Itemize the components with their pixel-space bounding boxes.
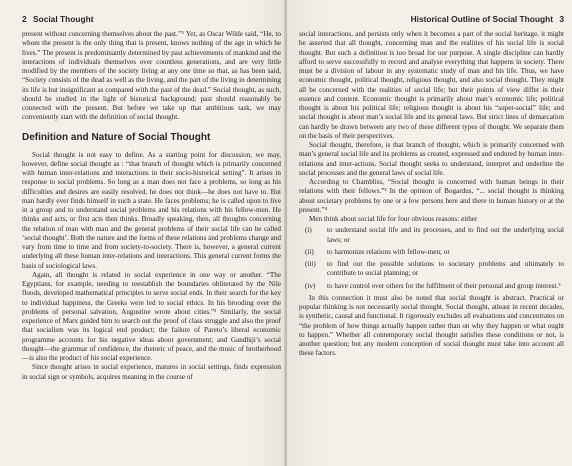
list-item xyxy=(299,248,564,257)
body-paragraph: Men think about social life for four obvious reasons: either xyxy=(309,215,478,223)
left-page-number: 2 xyxy=(22,14,27,24)
list-item-number: (iv) xyxy=(305,281,316,290)
body-paragraph: Again, all thought is related to social experience in one way or another. “The Egyptians, for example, needing to reestablish the boundaries obliterated by the Nile floods, developed mathematical principles to serve social ends. In their search for the key to individual happiness, the Greeks were led to social ethics. In his brooding over the problems of personal salvation, Augustine wrote about cities.”² Similarly, the social experience of Marx guided him to search out the proof of class struggle and also the proof that socialism was its logical end product; the failure of Pareto’s liberal economic programme accounts for his negative ideas about government; and Gandhiji’s social thought—the grammar of confidence, the rhetoric of peace, and the music of brotherhood—is also the product of his social experience. xyxy=(22,270,281,362)
left-running-head: Social Thought xyxy=(33,14,94,24)
body-paragraph: social interactions, and persists only when it becomes a part of the social heritage, it might be asserted that all thought, concerning man and the realities of his social life is social thought. But such a definition is too broad for our purpose. A single discipline can hardly afford to serve successfully to record and analyse everything that happens in society. There must be a division of labour in any systematic study of man and his life. Thus, we have economic thought, political thought, religious thought, and also social thought. They might all be concerned with the realities of social life; but their points of view differ in their essence and content. Economic thought is primarily about man’s economic life; political thought is about his political life; religious thought is about his “super-social” life; and social thought is about man’s social life and its general laws. But strict lines of demarcation can hardly be drawn between any two of these different types of thought. We separate them on the basis of their perspectives. xyxy=(299,30,564,140)
list-item-text: to have control over others for the fulfilment of their personal and group interest.⁵ xyxy=(327,281,561,290)
list-item xyxy=(299,282,564,291)
right-running-header xyxy=(299,14,564,24)
body-paragraph: According to Chambliss, “Social thought is concerned with human beings in their relations with their fellows.”³ In the opinion of Bogardus, “... social thought is thinking about societary problems by one or a few persons here and there in human history or at the present.”⁴ xyxy=(299,178,564,214)
list-item-text: to find out the possible solutions to societary problems and ultimately to contribute to social planning; or xyxy=(327,260,564,278)
list-item xyxy=(299,226,564,245)
list-item-text: to understand social life and its processes, and to find out the underlying social laws; or xyxy=(327,226,564,244)
list-item xyxy=(299,260,564,279)
list-item-text: to harmonize relations with fellow-men; or xyxy=(327,247,450,256)
body-paragraph: Social thought is not easy to define. As a starting point for discussion, we may, however, define social thought as : “that branch of thought which is primarily concerned with human inter-relations and interactions in their socio-historical setting”. It arises in response to social problems. So long as a man does not face a problems, so long as his difficulties and desires are easily resolved, he does not think—he does not have to. But man hardly ever finds himself in such a state. He faces problems; he is called upon to live in a group and to understand social problems and his relations with his fellow-men. He thinks and acts, or first acts then thinks. Broadly speaking, then, all thoughts concerning the relation of man with man and the general problems of their social life can be called ‘social thought’. Both the nature and the forms of these relations and problems change and vary from time to time and from society-to-society. There is, however, a general current underlying all these human inter-relations and interactions. This general current forms the basis of sociological laws. xyxy=(22,150,281,270)
reasons-list xyxy=(299,226,564,291)
left-running-header xyxy=(22,14,281,24)
list-item-number: (i) xyxy=(305,226,312,235)
body-paragraph: Social thought, therefore, is that branch of thought, which is primarily concerned with man’s general social life and its problems as created, expressed and endured by human inter-relations and inter-actions. Social thought seeks to understand, interpret and underline the social processes and the general laws of social life. xyxy=(299,141,564,177)
body-paragraph: Since thought arises in social experience, matures in social settings, finds expression in social sign or symbols, acquires meaning in the course of xyxy=(22,363,281,381)
list-item-number: (ii) xyxy=(305,247,314,256)
right-page-number: 3 xyxy=(559,14,564,24)
right-page xyxy=(287,0,572,466)
section-heading: Definition and Nature of Social Thought xyxy=(22,131,211,143)
list-item-number: (iii) xyxy=(305,260,316,268)
body-paragraph: In this connection it must also be noted that social thought is abstract. Practical or popular thinking is not necessarily social thought. Social thought, atleast in recent decades, is synthetic, causal and functional. It rigorously excludes all evaluations and concentrates on “the problem of how things actually happen rather than on why they happen or what ought to happen.” Whether all contemporary social thought satisfies these conditions or not, is another question; but any modern conception of social thought must take into account all these factors. xyxy=(299,293,564,358)
intro-paragraph: present without concerning themselves about the past.’’¹ Yet, as Oscar Wilde said, “He, to whom the present is the only thing that is present, knows nothing of the age in which he lives.” The present is predominantly determined by past achievements of mankind and the interactions of individuals themselves over countless generations, and are very little modified by the members of the society living at any one time so that, as has been said, “Society consists of the dead as well as the living, and the part of the living in determining its life is but insignificant as compared with the past of the dead.” Social thought, as such, should be studied in the light of historical background; past should reasonably be connected with the present. But before we take up that ambitious task, we may conveniently start with the definition of social thought. xyxy=(22,30,281,122)
right-running-head: Historical Outline of Social Thought xyxy=(410,14,553,24)
